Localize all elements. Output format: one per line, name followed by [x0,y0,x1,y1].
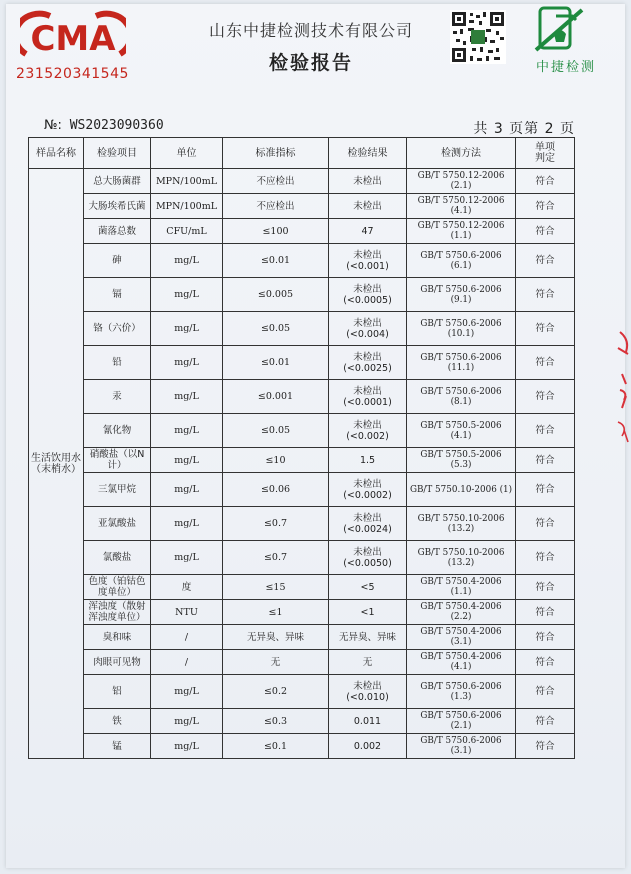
judgement-cell: 符合 [516,541,575,575]
table-row [29,709,575,734]
method-cell: GB/T 5750.5-2006 (5.3) [407,448,516,473]
judgement-cell: 符合 [516,346,575,380]
method-cell: GB/T 5750.10-2006 (13.2) [407,541,516,575]
table-row [29,312,575,346]
method-cell: GB/T 5750.12-2006 (2.1) [407,169,516,194]
method-cell: GB/T 5750.6-2006 (6.1) [407,244,516,278]
method-cell: GB/T 5750.6-2006 (8.1) [407,380,516,414]
standard-cell: ≤1 [223,600,329,625]
unit-cell: MPN/100mL [151,169,223,194]
judgement-cell: 符合 [516,194,575,219]
table-row [29,675,575,709]
item-cell: 硝酸盐（以N 计） [84,448,151,473]
standard-cell: ≤100 [223,219,329,244]
svg-text:CMA: CMA [30,19,116,59]
report-number-label: №: [44,118,62,133]
table-row [29,541,575,575]
result-cell: 0.011 [329,709,407,734]
method-cell: GB/T 5750.10-2006 (13.2) [407,507,516,541]
table-row [29,650,575,675]
result-cell: 未检出 (<0.0024) [329,507,407,541]
header-unit: 单位 [151,138,223,169]
page-info: 共 3 页第 2 页 [473,121,575,137]
standard-cell: ≤0.01 [223,244,329,278]
unit-cell: CFU/mL [151,219,223,244]
report-number-value: WS2023090360 [69,118,164,133]
method-cell: GB/T 5750.6-2006 (10.1) [407,312,516,346]
sample-name-cell: 生活饮用水 （末梢水） [29,169,84,759]
brand-name: 中捷检测 [535,60,596,75]
unit-cell: mg/L [151,507,223,541]
judgement-cell: 符合 [516,650,575,675]
unit-cell: NTU [151,600,223,625]
unit-cell: mg/L [151,448,223,473]
table-row [29,278,575,312]
standard-cell: 无异臭、异味 [223,625,329,650]
unit-cell: mg/L [151,734,223,759]
standard-cell: ≤0.05 [223,312,329,346]
table-row [29,507,575,541]
standard-cell: ≤0.06 [223,473,329,507]
result-cell: 未检出 (<0.0025) [329,346,407,380]
standard-cell: 不应检出 [223,169,329,194]
result-cell: <1 [329,600,407,625]
table-row [29,346,575,380]
report-title: 检验报告 [268,52,353,74]
unit-cell: mg/L [151,312,223,346]
judgement-cell: 符合 [516,169,575,194]
table-row [29,575,575,600]
result-cell: 47 [329,219,407,244]
table-row [29,734,575,759]
item-cell: 铝 [84,675,151,709]
table-row [29,244,575,278]
judgement-cell: 符合 [516,625,575,650]
item-cell: 氯酸盐 [84,541,151,575]
method-cell: GB/T 5750.10-2006 (1) [407,473,516,507]
item-cell: 总大肠菌群 [84,169,151,194]
result-cell: 0.002 [329,734,407,759]
result-cell: 未检出 (<0.0050) [329,541,407,575]
unit-cell: mg/L [151,414,223,448]
item-cell: 大肠埃希氏菌 [84,194,151,219]
qr-code-icon [450,10,506,64]
table-row [29,473,575,507]
unit-cell: / [151,650,223,675]
method-cell: GB/T 5750.12-2006 (1.1) [407,219,516,244]
unit-cell: mg/L [151,380,223,414]
header-sample-name: 样品名称 [29,138,84,169]
header-standard: 标准指标 [223,138,329,169]
standard-cell: ≤0.7 [223,507,329,541]
header-judgement: 单项 判定 [516,138,575,169]
judgement-cell: 符合 [516,414,575,448]
report-number [44,118,164,133]
standard-cell: 无 [223,650,329,675]
item-cell: 亚氯酸盐 [84,507,151,541]
method-cell: GB/T 5750.6-2006 (2.1) [407,709,516,734]
unit-cell: mg/L [151,541,223,575]
unit-cell: mg/L [151,346,223,380]
standard-cell: ≤0.3 [223,709,329,734]
judgement-cell: 符合 [516,734,575,759]
header-method: 检测方法 [407,138,516,169]
red-seal-stamp-icon [614,330,631,450]
judgement-cell: 符合 [516,448,575,473]
cma-number: 231520341545 [16,66,129,82]
header-result: 检验结果 [329,138,407,169]
standard-cell: ≤0.001 [223,380,329,414]
method-cell: GB/T 5750.4-2006 (4.1) [407,650,516,675]
result-cell: 未检出 (<0.0005) [329,278,407,312]
standard-cell: ≤0.7 [223,541,329,575]
item-cell: 肉眼可见物 [84,650,151,675]
table-row [29,414,575,448]
item-cell: 色度（铂钴色 度单位） [84,575,151,600]
method-cell: GB/T 5750.6-2006 (11.1) [407,346,516,380]
standard-cell: ≤15 [223,575,329,600]
standard-cell: 不应检出 [223,194,329,219]
item-cell: 浑浊度（散射 浑浊度单位） [84,600,151,625]
table-row [29,380,575,414]
unit-cell: mg/L [151,244,223,278]
item-cell: 砷 [84,244,151,278]
judgement-cell: 符合 [516,219,575,244]
method-cell: GB/T 5750.4-2006 (3.1) [407,625,516,650]
unit-cell: mg/L [151,473,223,507]
brand-logo-icon [526,6,596,54]
item-cell: 铅 [84,346,151,380]
standard-cell: ≤0.05 [223,414,329,448]
result-cell: 未检出 (<0.0002) [329,473,407,507]
judgement-cell: 符合 [516,600,575,625]
standard-cell: ≤0.01 [223,346,329,380]
result-cell: 未检出 (<0.010) [329,675,407,709]
unit-cell: / [151,625,223,650]
result-cell: 未检出 (<0.002) [329,414,407,448]
item-cell: 锰 [84,734,151,759]
table-row [29,194,575,219]
unit-cell: mg/L [151,278,223,312]
result-cell: 未检出 [329,194,407,219]
method-cell: GB/T 5750.6-2006 (9.1) [407,278,516,312]
judgement-cell: 符合 [516,380,575,414]
standard-cell: ≤0.005 [223,278,329,312]
judgement-cell: 符合 [516,312,575,346]
item-cell: 汞 [84,380,151,414]
table-row [29,219,575,244]
item-cell: 菌落总数 [84,219,151,244]
unit-cell: mg/L [151,675,223,709]
result-cell: 未检出 (<0.001) [329,244,407,278]
item-cell: 氰化物 [84,414,151,448]
method-cell: GB/T 5750.6-2006 (1.3) [407,675,516,709]
standard-cell: ≤0.2 [223,675,329,709]
company-name: 山东中捷检测技术有限公司 [208,21,413,40]
unit-cell: 度 [151,575,223,600]
result-cell: 未检出 (<0.0001) [329,380,407,414]
method-cell: GB/T 5750.5-2006 (4.1) [407,414,516,448]
table-header-row [29,138,575,169]
result-cell: 未检出 [329,169,407,194]
judgement-cell: 符合 [516,507,575,541]
result-cell: <5 [329,575,407,600]
item-cell: 铁 [84,709,151,734]
results-table [28,137,575,759]
result-cell: 未检出 (<0.004) [329,312,407,346]
judgement-cell: 符合 [516,244,575,278]
judgement-cell: 符合 [516,473,575,507]
table-row [29,600,575,625]
standard-cell: ≤0.1 [223,734,329,759]
standard-cell: ≤10 [223,448,329,473]
judgement-cell: 符合 [516,575,575,600]
unit-cell: MPN/100mL [151,194,223,219]
method-cell: GB/T 5750.6-2006 (3.1) [407,734,516,759]
item-cell: 铬（六价） [84,312,151,346]
judgement-cell: 符合 [516,709,575,734]
item-cell: 三氯甲烷 [84,473,151,507]
table-row [29,169,575,194]
cma-logo-icon [20,10,126,62]
method-cell: GB/T 5750.4-2006 (2.2) [407,600,516,625]
header-test-item: 检验项目 [84,138,151,169]
result-cell: 无 [329,650,407,675]
judgement-cell: 符合 [516,675,575,709]
table-row [29,625,575,650]
method-cell: GB/T 5750.4-2006 (1.1) [407,575,516,600]
item-cell: 镉 [84,278,151,312]
unit-cell: mg/L [151,709,223,734]
judgement-cell: 符合 [516,278,575,312]
result-cell: 无异臭、异味 [329,625,407,650]
item-cell: 臭和味 [84,625,151,650]
table-body [29,169,575,759]
table-row [29,448,575,473]
method-cell: GB/T 5750.12-2006 (4.1) [407,194,516,219]
result-cell: 1.5 [329,448,407,473]
